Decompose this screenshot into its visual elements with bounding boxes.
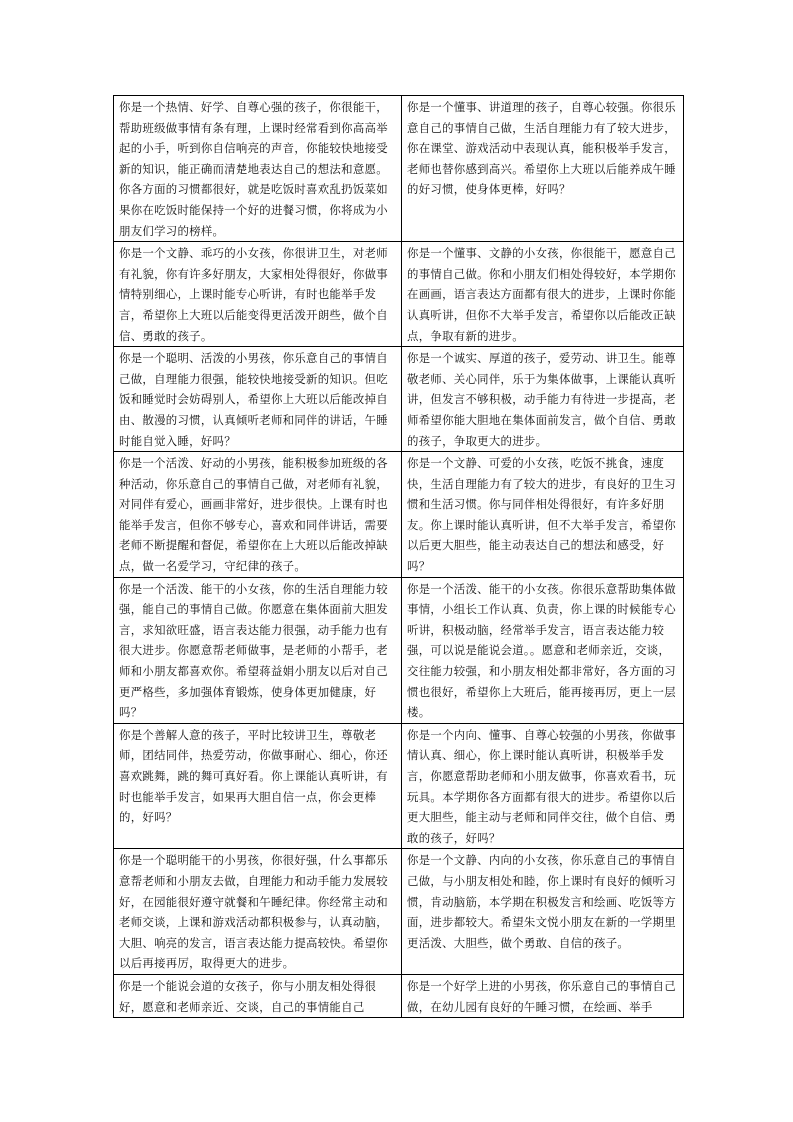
comment-cell-right: 你是一个好学上进的小男孩，你乐意自己的事情自己做，在幼儿园有良好的午睡习惯，在绘画、举手 <box>402 974 684 1017</box>
comment-cell-right: 你是一个活泼、能干的小女孩。你很乐意帮助集体做事情，小组长工作认真、负责，你上课的时候能专心听讲，积极动脑，经常举手发言，语言表达能力较强，可以说是能说会道。。愿意和老师亲近，交谈，交往能力较强，和小朋友相处都非常好，各方面的习惯也很好，希望你上大班后，能再接再厉，更上一层楼。 <box>402 577 684 723</box>
comment-cell-left: 你是一个文静、乖巧的小女孩，你很讲卫生，对老师有礼貌，你有许多好朋友，大家相处得很好，你做事情特别细心，上课时能专心听讲，有时也能举手发言，希望你上大班以后能变得更活泼开朗些，做个自信、勇敢的孩子。 <box>114 242 402 347</box>
table-row <box>114 723 684 849</box>
table-row <box>114 96 684 242</box>
comment-cell-left: 你是一个活泼、好动的小男孩，能积极参加班级的各种活动，你乐意自己的事情自己做，对老师有礼貌，对同伴有爱心，画画非常好，进步很快。上课有时也能举手发言，但你不够专心，喜欢和同伴讲话，需要老师不断提醒和督促，希望你在上大班以后能改掉缺点，做一名爱学习，守纪律的孩子。 <box>114 452 402 578</box>
comment-cell-left: 你是一个活泼、能干的小女孩，你的生活自理能力较强，能自己的事情自己做。你愿意在集体面前大胆发言，求知欲旺盛，语言表达能力很强，动手能力也有很大进步。你愿意帮老师做事，是老师的小帮手，老师和小朋友都喜欢你。希望蒋益娟小朋友以后对自己更严格些，多加强体育锻炼，使身体更加健康，好吗？ <box>114 577 402 723</box>
table-row <box>114 242 684 347</box>
comment-cell-left: 你是一个聪明、活泼的小男孩，你乐意自己的事情自己做，自理能力很强，能较快地接受新的知识。但吃饭和睡觉时会妨碍别人，希望你上大班以后能改掉自由、散漫的习惯，认真倾听老师和同伴的讲话，午睡时能自觉入睡，好吗？ <box>114 347 402 452</box>
comment-cell-right: 你是一个懂事、讲道理的孩子，自尊心较强。你很乐意自己的事情自己做，生活自理能力有了较大进步，你在课堂、游戏活动中表现认真，能积极举手发言，老师也替你感到高兴。希望你上大班以后能养成午睡的好习惯，使身体更棒，好吗？ <box>402 96 684 242</box>
comment-cell-right: 你是一个文静、内向的小女孩，你乐意自己的事情自己做，与小朋友相处和睦，你上课时有良好的倾听习惯，肯动脑筋，本学期在积极发言和绘画、吃饭等方面，进步都较大。希望朱文悦小朋友在新的一学期里更活泼、大胆些，做个勇敢、自信的孩子。 <box>402 849 684 975</box>
comment-cell-left: 你是个善解人意的孩子，平时比较讲卫生，尊敬老师，团结同伴，热爱劳动，你做事耐心、细心，你还喜欢跳舞，跳的舞可真好看。你上课能认真听讲，有时也能举手发言，如果再大胆自信一点，你会更棒的，好吗？ <box>114 723 402 849</box>
comment-cell-right: 你是一个文静、可爱的小女孩，吃饭不挑食，速度快，生活自理能力有了较大的进步，有良好的卫生习惯和生活习惯。你与同伴相处得很好，有许多好朋友。你上课时能认真听讲，但不大举手发言，希望你以后更大胆些，能主动表达自己的想法和感受，好吗？ <box>402 452 684 578</box>
comment-cell-left: 你是一个聪明能干的小男孩，你很好强，什么事都乐意帮老师和小朋友去做，自理能力和动手能力发展较好，在园能很好遵守就餐和午睡纪律。你经常主动和老师交谈，上课和游戏活动都积极参与，认真动脑，大胆、响亮的发言，语言表达能力提高较快。希望你以后再接再厉，取得更大的进步。 <box>114 849 402 975</box>
comment-cell-right: 你是一个诚实、厚道的孩子，爱劳动、讲卫生。能尊敬老师、关心同伴，乐于为集体做事，上课能认真听讲，但发言不够积极，动手能力有待进一步提高，老师希望你能大胆地在集体面前发言，做个自信、勇敢的孩子，争取更大的进步。 <box>402 347 684 452</box>
table-row <box>114 347 684 452</box>
teacher-comments-table <box>113 95 684 1018</box>
table-row <box>114 849 684 975</box>
comment-cell-left: 你是一个能说会道的女孩子，你与小朋友相处得很好，愿意和老师亲近、交谈，自己的事情能自己 <box>114 974 402 1017</box>
table-row <box>114 974 684 1017</box>
comment-cell-right: 你是一个内向、懂事、自尊心较强的小男孩，你做事情认真、细心，你上课时能认真听讲，积极举手发言，你愿意帮助老师和小朋友做事，你喜欢看书，玩玩具。本学期你各方面都有很大的进步。希望你以后更大胆些，能主动与老师和同伴交往，做个自信、勇敢的孩子，好吗？ <box>402 723 684 849</box>
table-row <box>114 452 684 578</box>
comment-cell-left: 你是一个热情、好学、自尊心强的孩子，你很能干，帮助班级做事情有条有理，上课时经常看到你高高举起的小手，听到你自信响亮的声音，你能较快地接受新的知识，能正确而清楚地表达自己的想法和意愿。你各方面的习惯都很好，就是吃饭时喜欢乱扔饭菜如果你在吃饭时能保持一个好的进餐习惯，你将成为小朋友们学习的榜样。 <box>114 96 402 242</box>
comment-cell-right: 你是一个懂事、文静的小女孩，你很能干，愿意自己的事情自己做。你和小朋友们相处得较好，本学期你在画画，语言表达方面都有很大的进步，上课时你能认真听讲，但你不大举手发言，希望你以后能改正缺点，争取有新的进步。 <box>402 242 684 347</box>
table-row <box>114 577 684 723</box>
